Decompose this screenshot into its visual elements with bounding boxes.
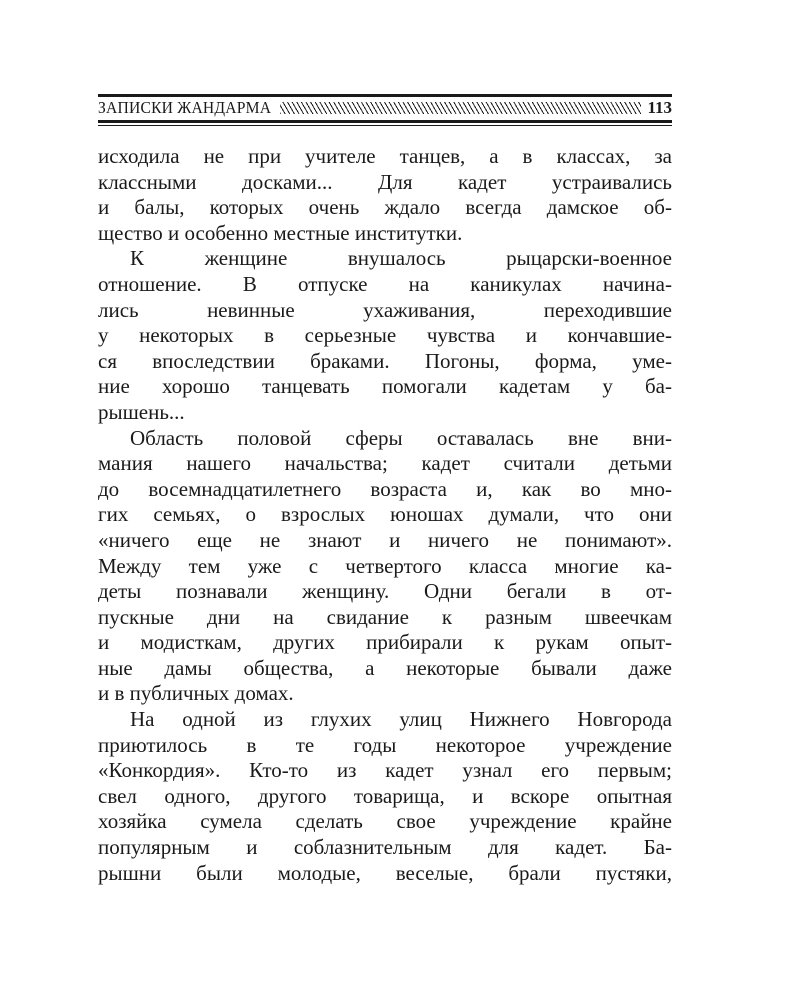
text-line: классными досками... Для кадет устраивались	[98, 169, 672, 194]
header-hatch-ornament	[280, 102, 641, 114]
text-line: у некоторых в серьезные чувства и кончавшие-	[98, 323, 672, 348]
text-line: К женщине внушалось рыцарски-военное	[130, 246, 672, 271]
paragraph	[98, 426, 672, 708]
header-rule-bottom	[98, 120, 672, 123]
running-head-title: ЗАПИСКИ ЖАНДАРМА	[98, 98, 272, 117]
paragraph	[98, 144, 672, 246]
text-line: лись невинные ухаживания, переходившие	[98, 297, 672, 322]
text-line: мания нашего начальства; кадет считали детьми	[98, 451, 672, 476]
text-line: На одной из глухих улиц Нижнего Новгорода	[130, 707, 672, 732]
text-line: и модисткам, других прибирали к рукам опыт-	[98, 630, 672, 655]
text-line: ние хорошо танцевать помогали кадетам у ба-	[98, 374, 672, 399]
text-line: «Конкордия». Кто-то из кадет узнал его первым;	[98, 758, 672, 783]
text-line: свел одного, другого товарища, и вскоре опытная	[98, 783, 672, 808]
header-rule-top	[98, 94, 672, 97]
text-line: рышень...	[98, 399, 185, 424]
text-line: исходила не при учителе танцев, а в классах, за	[98, 144, 672, 168]
text-line: хозяйка сумела сделать свое учреждение крайне	[98, 809, 672, 834]
text-line: ные дамы общества, а некоторые бывали даже	[98, 655, 672, 680]
text-line: популярным и соблазнительным для кадет. Ба-	[98, 835, 672, 860]
page-number: 113	[647, 98, 672, 117]
text-line: пускные дни на свидание к разным швеечкам	[98, 604, 672, 629]
body-text	[98, 144, 672, 886]
text-line: приютилось в те годы некоторое учреждение	[98, 732, 672, 757]
text-line: до восемнадцатилетнего возраста и, как во мно-	[98, 476, 672, 501]
text-line: щество и особенно местные институтки.	[98, 220, 463, 245]
text-line: и балы, которых очень ждало всегда дамское об-	[98, 195, 672, 220]
text-line: Область половой сферы оставалась вне вни-	[130, 425, 672, 450]
text-line: отношение. В отпуске на каникулах начина-	[98, 271, 672, 296]
text-line: деты познавали женщину. Одни бегали в от-	[98, 579, 672, 604]
text-line: ся впоследствии браками. Погоны, форма, уме-	[98, 348, 672, 373]
text-line: гих семьях, о взрослых юношах думали, что они	[98, 502, 672, 527]
header-rule-bottom-thin	[98, 125, 672, 126]
text-line: «ничего еще не знают и ничего не понимают».	[98, 527, 672, 552]
text-line: рышни были молодые, веселые, брали пустяки,	[98, 860, 672, 885]
text-line: Между тем уже с четвертого класса многие ка-	[98, 553, 672, 578]
paragraph	[98, 246, 672, 425]
book-page	[98, 90, 672, 886]
running-head-row	[98, 98, 672, 118]
text-line: и в публичных домах.	[98, 681, 294, 706]
running-head	[98, 90, 672, 124]
paragraph	[98, 707, 672, 886]
